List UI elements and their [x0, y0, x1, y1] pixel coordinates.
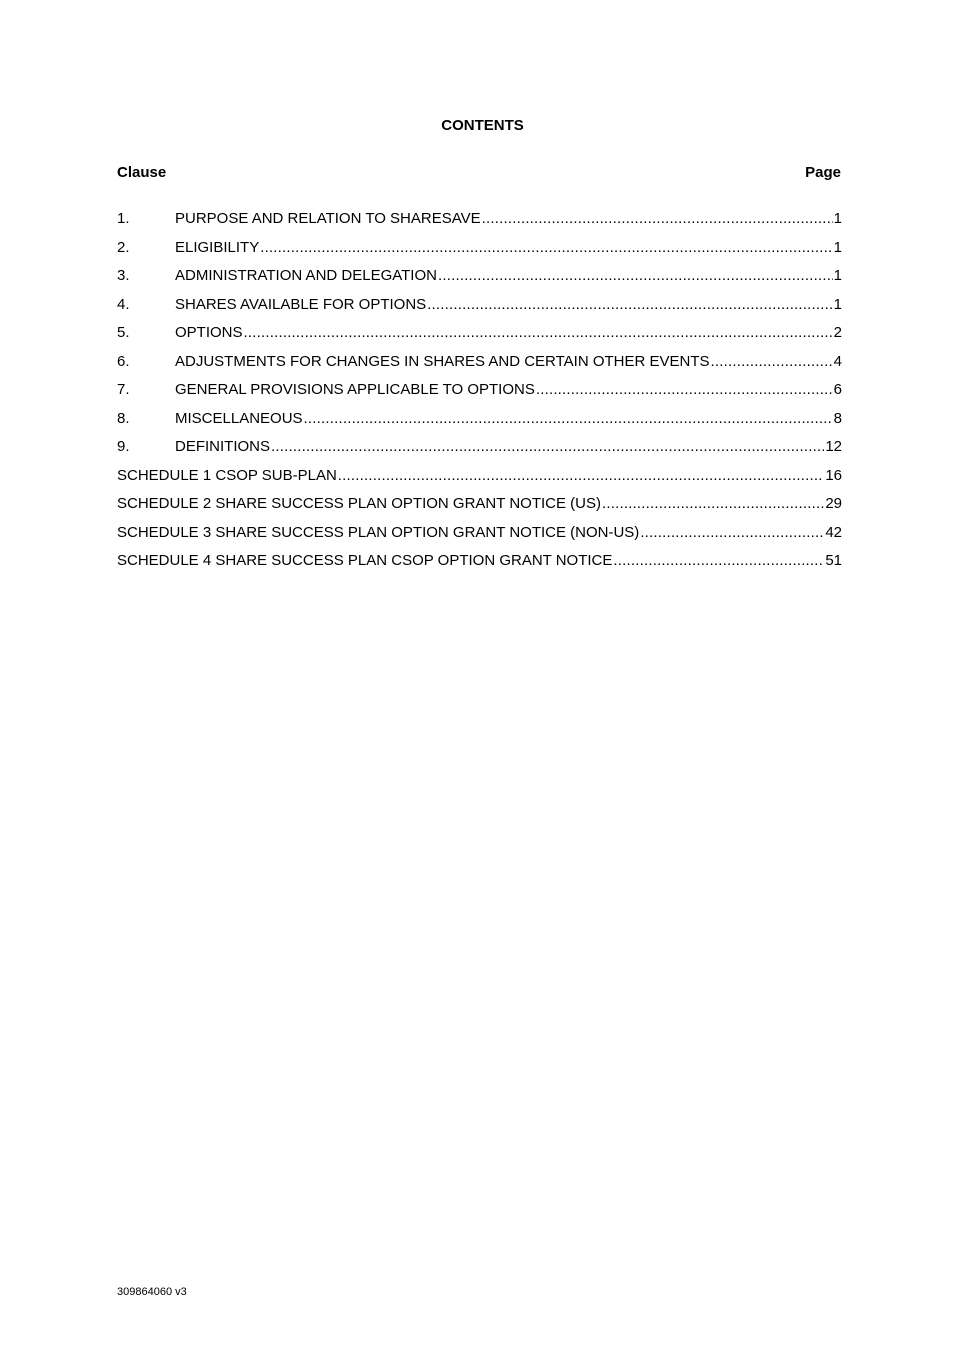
- toc-entry-8[interactable]: [117, 410, 842, 439]
- toc-entry-page: 1: [833, 267, 842, 284]
- toc-entry-title: GENERAL PROVISIONS APPLICABLE TO OPTIONS: [175, 381, 535, 398]
- toc-entry-number: 7.: [117, 381, 130, 398]
- page-title: CONTENTS: [441, 117, 524, 134]
- toc-schedule-page: 51: [825, 552, 842, 569]
- toc-entry-title: ADJUSTMENTS FOR CHANGES IN SHARES AND CERTAIN OTHER EVENTS: [175, 352, 710, 370]
- toc-schedule-3[interactable]: [117, 524, 842, 553]
- dot-leader: [338, 467, 825, 485]
- toc-entry-page: 6: [833, 381, 842, 398]
- toc-entry-3[interactable]: [117, 267, 842, 296]
- toc-entry-title: OPTIONS: [175, 324, 243, 341]
- toc-entry-2[interactable]: [117, 239, 842, 268]
- table-of-contents: [117, 210, 842, 581]
- toc-schedule-title: SCHEDULE 4 SHARE SUCCESS PLAN CSOP OPTION GRANT NOTICE: [117, 552, 613, 569]
- toc-entry-title: DEFINITIONS: [175, 438, 271, 455]
- toc-schedule-title: SCHEDULE 3 SHARE SUCCESS PLAN OPTION GRANT NOTICE (NON-US): [117, 523, 640, 541]
- dot-leader: [438, 267, 833, 285]
- toc-entry-number: 4.: [117, 295, 130, 313]
- dot-leader: [602, 495, 824, 513]
- toc-entry-number: 2.: [117, 238, 130, 256]
- dot-leader: [244, 324, 833, 342]
- dot-leader: [536, 381, 833, 399]
- dot-leader: [304, 410, 833, 428]
- toc-entry-page: 1: [833, 238, 842, 256]
- toc-entry-title: ELIGIBILITY: [175, 238, 260, 256]
- toc-entry-5[interactable]: [117, 324, 842, 353]
- toc-entry-page: 4: [833, 352, 842, 370]
- document-reference: 309864060 v3: [117, 1286, 187, 1298]
- toc-entry-title: SHARES AVAILABLE FOR OPTIONS: [175, 295, 427, 313]
- clause-column-header: Clause: [117, 164, 167, 181]
- toc-entry-9[interactable]: [117, 438, 842, 467]
- toc-entry-page: 1: [833, 295, 842, 313]
- toc-entry-number: 5.: [117, 324, 130, 341]
- toc-entry-number: 3.: [117, 267, 130, 284]
- toc-entry-page: 12: [825, 438, 842, 455]
- toc-schedule-page: 42: [825, 523, 842, 541]
- page-column-header: Page: [805, 164, 841, 181]
- dot-leader: [427, 296, 832, 314]
- dot-leader: [260, 239, 832, 257]
- toc-entry-page: 8: [833, 409, 842, 427]
- toc-entry-4[interactable]: [117, 296, 842, 325]
- toc-entry-page: 1: [833, 210, 842, 227]
- toc-entry-number: 8.: [117, 409, 130, 427]
- toc-schedule-1[interactable]: [117, 467, 842, 496]
- dot-leader: [640, 524, 824, 542]
- toc-schedule-title: SCHEDULE 2 SHARE SUCCESS PLAN OPTION GRANT NOTICE (US): [117, 495, 601, 512]
- toc-schedule-page: 29: [825, 495, 842, 512]
- toc-entry-title: PURPOSE AND RELATION TO SHARESAVE: [175, 210, 481, 227]
- dot-leader: [711, 353, 833, 371]
- toc-entry-number: 6.: [117, 352, 130, 370]
- dot-leader: [482, 210, 833, 228]
- toc-schedule-4[interactable]: [117, 552, 842, 581]
- toc-entry-title: ADMINISTRATION AND DELEGATION: [175, 267, 437, 284]
- toc-entry-7[interactable]: [117, 381, 842, 410]
- toc-entry-title: MISCELLANEOUS: [175, 409, 303, 427]
- dot-leader: [613, 552, 824, 570]
- toc-entry-number: 9.: [117, 438, 130, 455]
- dot-leader: [271, 438, 824, 456]
- toc-entry-page: 2: [833, 324, 842, 341]
- toc-schedule-title: SCHEDULE 1 CSOP SUB-PLAN: [117, 466, 337, 484]
- toc-entry-6[interactable]: [117, 353, 842, 382]
- toc-entry-1[interactable]: [117, 210, 842, 239]
- toc-entry-number: 1.: [117, 210, 130, 227]
- toc-schedule-page: 16: [825, 466, 842, 484]
- toc-schedule-2[interactable]: [117, 495, 842, 524]
